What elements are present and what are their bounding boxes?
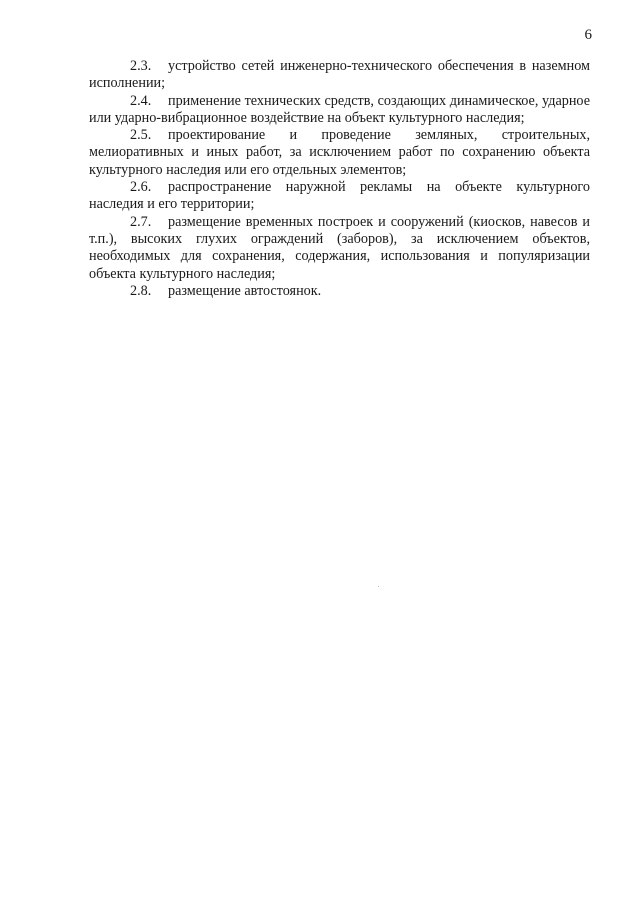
list-item (89, 58, 590, 93)
item-number: 2.4. (130, 92, 152, 109)
scan-artifact (378, 586, 379, 587)
item-number: 2.3. (130, 58, 152, 74)
document-body (89, 58, 590, 300)
list-item (89, 127, 590, 179)
item-text: применение технических средств, создающих динамическое, ударное или ударно-вибрационное воздействие на объект культурного наследия; (89, 92, 590, 126)
item-number: 2.8. (130, 282, 152, 299)
page-number: 6 (584, 27, 592, 43)
item-text: проектирование и проведение земляных, строительных, мелиоративных и иных работ, за исключением работ по сохранению объекта культурного наследия или его отдельных элементов; (89, 127, 590, 178)
item-text: распространение наружной рекламы на объекте культурного наследия и его территории; (89, 179, 590, 213)
item-text: устройство сетей инженерно-технического обеспечения в наземном исполнении; (89, 58, 590, 92)
list-item (89, 179, 590, 214)
list-item (89, 93, 590, 128)
item-number: 2.5. (130, 127, 152, 144)
item-text: размещение временных построек и сооружений (киосков, навесов и т.п.), высоких глухих ограждений (заборов), за исключением объектов, необходимых для сохранения, содержания, использования и популяризации объекта культурного наследия; (89, 213, 590, 282)
list-item (89, 214, 590, 283)
item-text: размещение автостоянок. (168, 282, 322, 299)
item-number: 2.7. (130, 213, 152, 230)
item-number: 2.6. (130, 179, 152, 196)
list-item (89, 283, 590, 300)
